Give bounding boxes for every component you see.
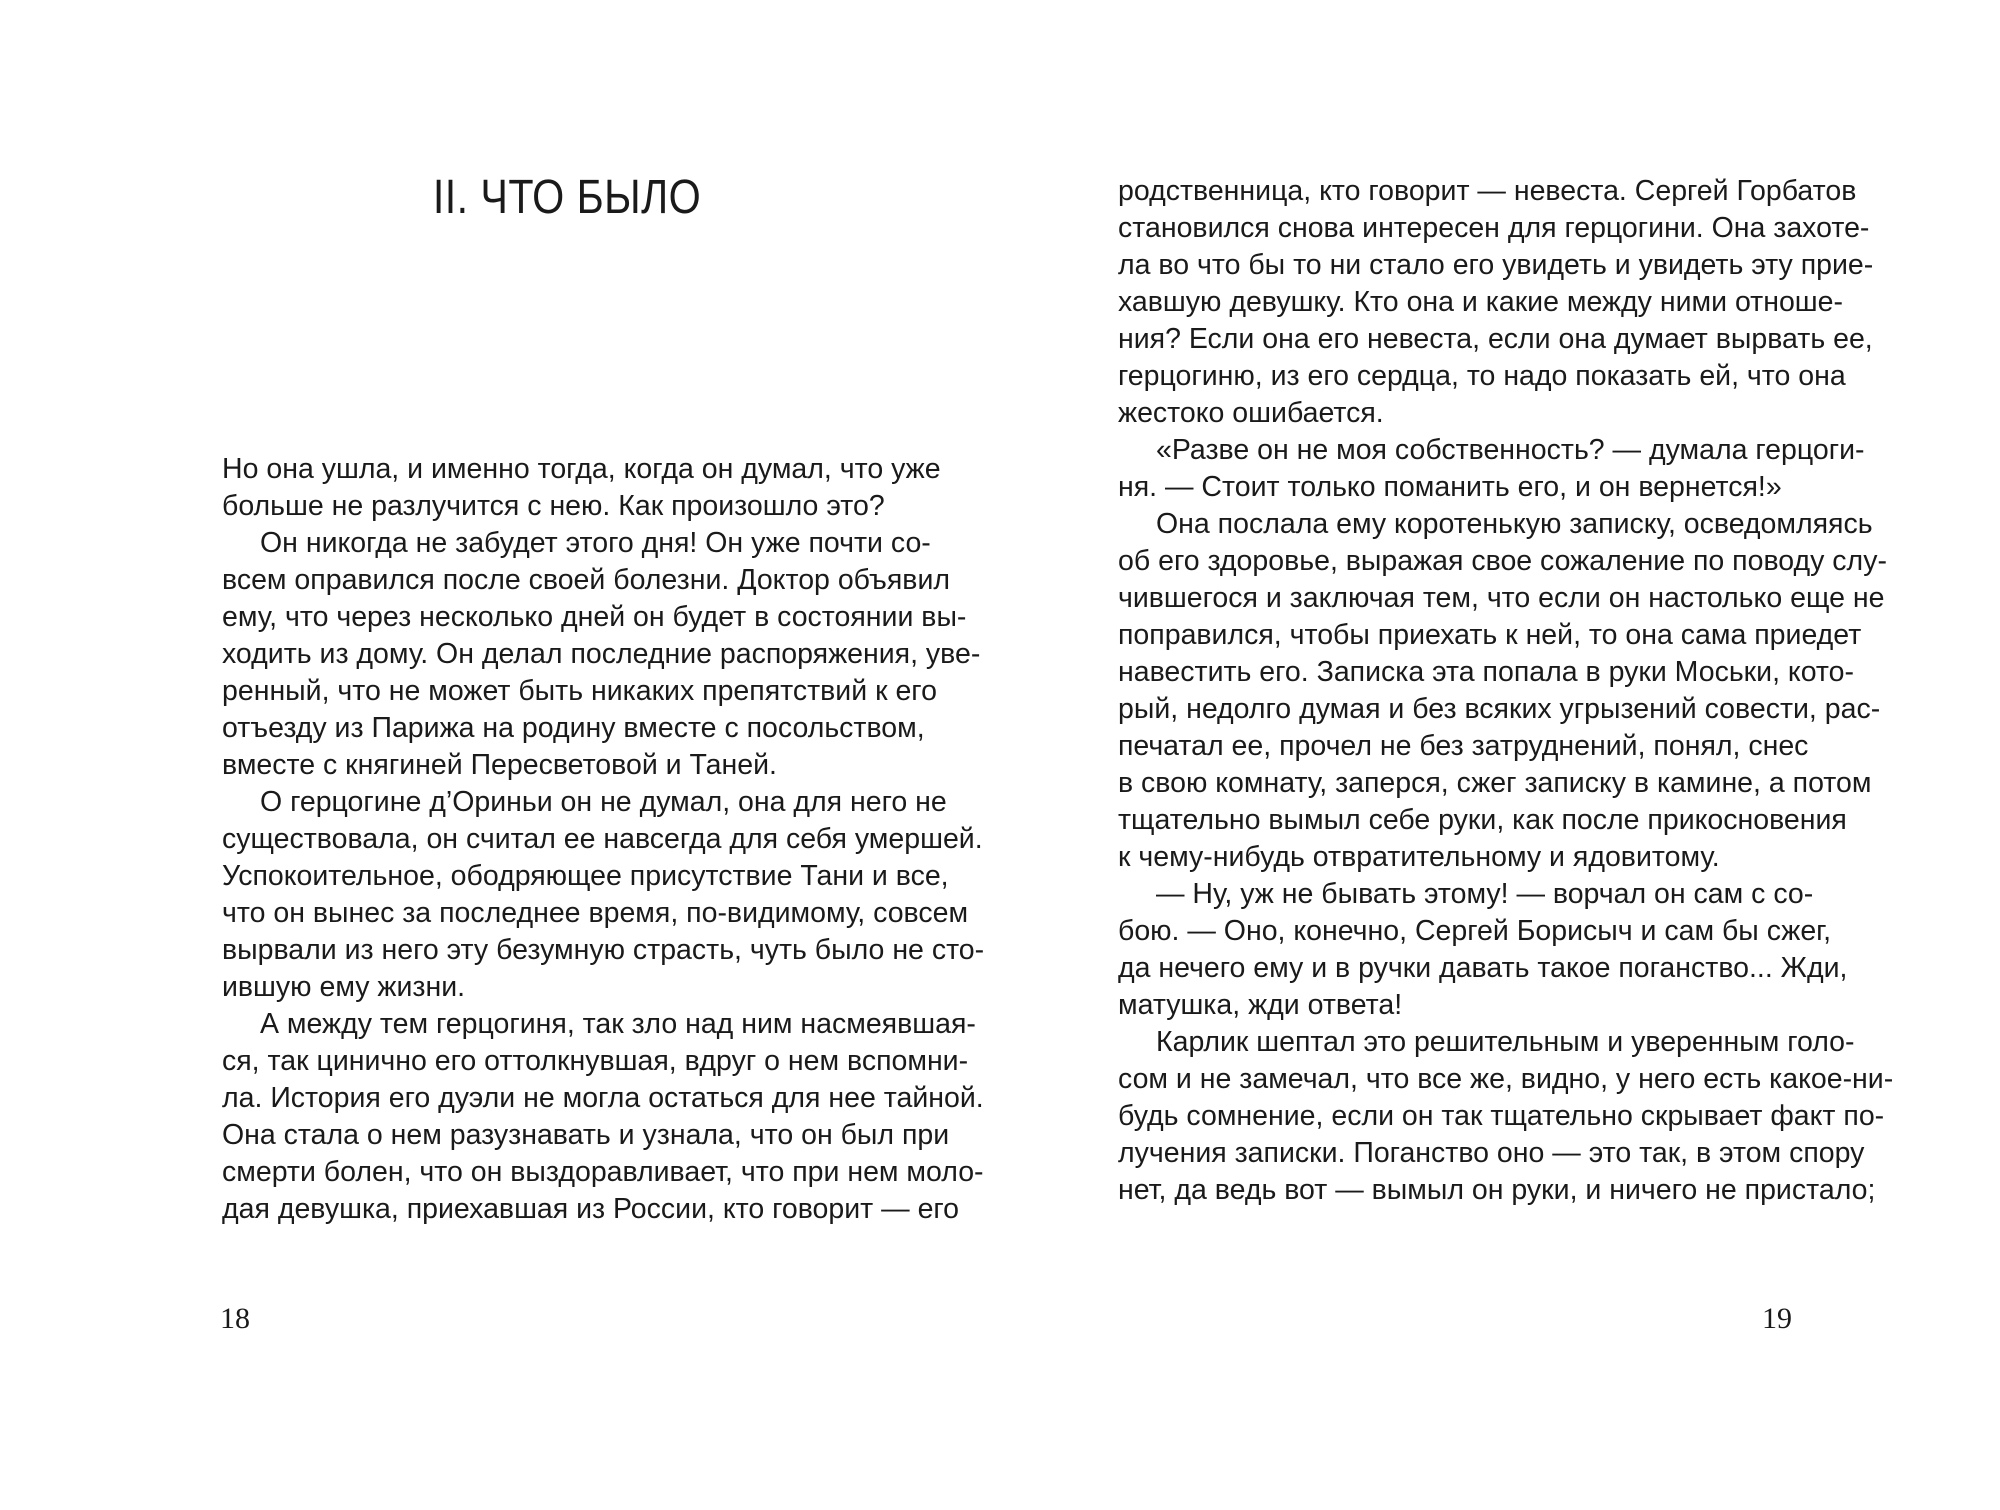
text-line: сом и не замечал, что все же, видно, у него есть какое-ни-	[1118, 1063, 1894, 1095]
text-line: ившую ему жизни.	[222, 971, 466, 1003]
text-line: да нечего ему и в ручки давать такое поганство... Жди,	[1118, 952, 1848, 984]
text-line: Успокоительное, ободряющее присутствие Тани и все,	[222, 860, 949, 892]
text-line: отъезду из Парижа на родину вместе с посольством,	[222, 712, 925, 744]
text-line: Она послала ему коротенькую записку, осведомляясь	[1156, 508, 1873, 540]
right-page	[1000, 0, 2000, 1510]
text-line: — Ну, уж не бывать этому! — ворчал он сам с со-	[1156, 878, 1814, 910]
text-line: родственница, кто говорит — невеста. Сергей Горбатов	[1118, 175, 1857, 207]
text-line: тщательно вымыл себе руки, как после прикосновения	[1118, 804, 1847, 836]
text-line: ня. — Стоит только поманить его, и он вернется!»	[1118, 471, 1782, 503]
text-line: рый, недолго думая и без всяких угрызений совести, рас-	[1118, 693, 1881, 725]
text-line: печатал ее, прочел не без затруднений, понял, снес	[1118, 730, 1809, 762]
text-line: хавшую девушку. Кто она и какие между ними отноше-	[1118, 286, 1844, 318]
text-line: ла во что бы то ни стало его увидеть и увидеть эту прие-	[1118, 249, 1874, 281]
text-line: герцогиню, из его сердца, то надо показать ей, что она	[1118, 360, 1846, 392]
right-page-body	[1118, 173, 1894, 1209]
text-line: нет, да ведь вот — вымыл он руки, и ничего не пристало;	[1118, 1174, 1876, 1206]
text-line: вырвали из него эту безумную страсть, чуть было не сто-	[222, 934, 985, 966]
text-line: дая девушка, приехавшая из России, кто говорит — его	[222, 1193, 960, 1225]
text-line: поправился, чтобы приехать к ней, то она сама приедет	[1118, 619, 1862, 651]
text-line: смерти болен, что он выздоравливает, что при нем моло-	[222, 1156, 984, 1188]
text-line: матушка, жди ответа!	[1118, 989, 1403, 1021]
page-number: 19	[1762, 1302, 1792, 1335]
text-line: больше не разлучится с нею. Как произошло это?	[222, 490, 885, 522]
text-line: Но она ушла, и именно тогда, когда он думал, что уже	[222, 453, 941, 485]
left-page-body	[222, 451, 985, 1228]
text-line: ла. История его дуэли не могла остаться для нее тайной.	[222, 1082, 984, 1114]
text-line: Он никогда не забудет этого дня! Он уже почти со-	[260, 527, 931, 559]
text-line: О герцогине д’Ориньи он не думал, она для него не	[260, 786, 947, 818]
text-line: чившегося и заключая тем, что если он настолько еще не	[1118, 582, 1885, 614]
text-line: Карлик шептал это решительным и уверенным голо-	[1156, 1026, 1855, 1058]
text-line: ренный, что не может быть никаких препятствий к его	[222, 675, 937, 707]
text-line: ся, так цинично его оттолкнувшая, вдруг о нем вспомни-	[222, 1045, 969, 1077]
text-line: всем оправился после своей болезни. Доктор объявил	[222, 564, 950, 596]
page-number: 18	[220, 1302, 250, 1335]
text-line: будь сомнение, если он так тщательно скрывает факт по-	[1118, 1100, 1885, 1132]
text-line: существовала, он считал ее навсегда для себя умершей.	[222, 823, 983, 855]
text-line: вместе с княгиней Пересветовой и Таней.	[222, 749, 777, 781]
text-line: А между тем герцогиня, так зло над ним насмеявшая-	[260, 1008, 976, 1040]
text-line: ему, что через несколько дней он будет в состоянии вы-	[222, 601, 967, 633]
text-line: ния? Если она его невеста, если она думает вырвать ее,	[1118, 323, 1873, 355]
text-line: что он вынес за последнее время, по-видимому, совсем	[222, 897, 969, 929]
text-line: к чему-нибудь отвратительному и ядовитому.	[1118, 841, 1720, 873]
text-line: об его здоровье, выражая свое сожаление по поводу слу-	[1118, 545, 1887, 577]
text-line: Она стала о нем разузнавать и узнала, что он был при	[222, 1119, 950, 1151]
text-line: лучения записки. Поганство оно — это так, в этом спору	[1118, 1137, 1865, 1169]
chapter-title: II. ЧТО БЫЛО	[432, 171, 702, 224]
text-line: в свою комнату, заперся, сжег записку в камине, а потом	[1118, 767, 1872, 799]
text-line: жестоко ошибается.	[1118, 397, 1384, 429]
text-line: становился снова интересен для герцогини. Она захоте-	[1118, 212, 1870, 244]
text-line: «Разве он не моя собственность? — думала герцоги-	[1156, 434, 1865, 466]
text-line: навестить его. Записка эта попала в руки Моськи, кото-	[1118, 656, 1854, 688]
text-line: ходить из дому. Он делал последние распоряжения, уве-	[222, 638, 981, 670]
text-line: бою. — Оно, конечно, Сергей Борисыч и сам бы сжег,	[1118, 915, 1832, 947]
